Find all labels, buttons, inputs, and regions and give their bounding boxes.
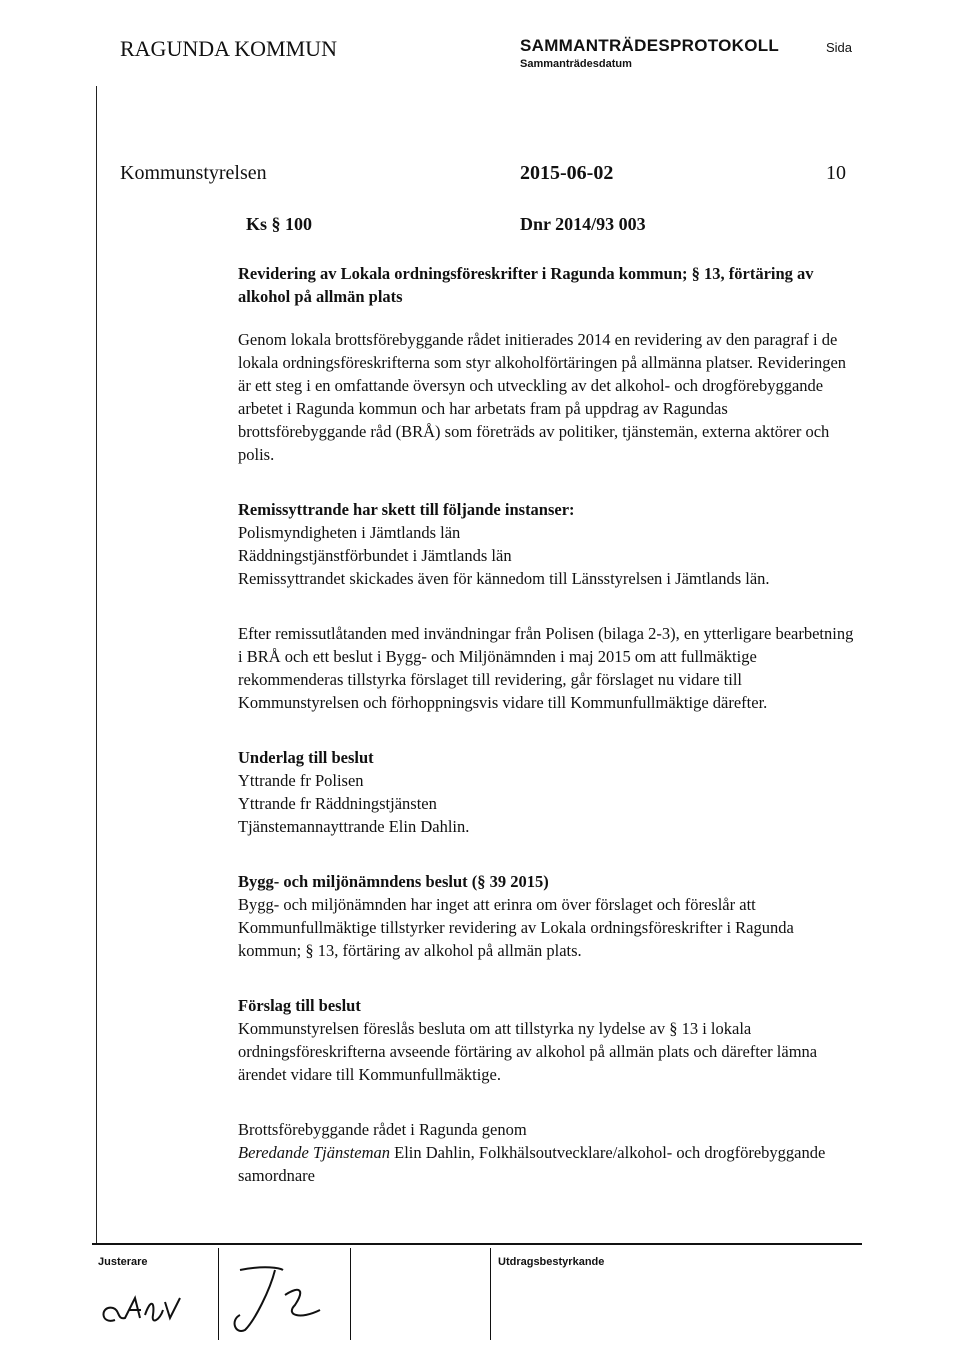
- margin-rule: [96, 86, 97, 1243]
- page-label: Sida: [826, 40, 853, 55]
- forslag-text: Kommunstyrelsen föreslås besluta om att tillstyrka ny lydelse av § 13 i lokala ordningsföreskrifterna avseende förtäring av alkohol på allmän plats och därefter lämna ärendet vidare till Kommunfullmäktige.: [238, 1019, 818, 1084]
- underlag-line: Yttrande fr Polisen: [238, 771, 364, 790]
- signature-role: Beredande Tjänsteman: [238, 1143, 390, 1162]
- remiss-line: Polismyndigheten i Jämtlands län: [238, 523, 461, 542]
- after-remiss-paragraph: Efter remissutlåtanden med invändningar från Polisen (bilaga 2-3), en ytterligare bearbetning i BRÅ och ett beslut i Bygg- och Miljönämnden i maj 2015 om att fullmäktige rekommenderas tillstyrka förslaget till revidering, går förslaget nu vidare till Kommunstyrelsen och förhoppningsvis vidare till Kommunfullmäktige därefter.: [238, 624, 854, 712]
- bygg-text: Bygg- och miljönämnden har inget att erinra om över förslaget och föreslår att Kommunfullmäktige tillstyrker revidering av Lokala ordningsföreskrifter i Ragunda kommun; § 13, förtäring av alkohol på allmän plats.: [238, 895, 794, 960]
- signature-initials-1: [95, 1280, 205, 1340]
- committee-name: Kommunstyrelsen: [120, 162, 267, 184]
- remiss-line: Räddningstjänstförbundet i Jämtlands län: [238, 546, 512, 565]
- page-number: 10: [826, 162, 846, 184]
- underlag-section: [238, 746, 860, 838]
- forslag-heading: Förslag till beslut: [238, 996, 361, 1015]
- paragraph-reference: Ks § 100: [246, 214, 313, 234]
- justerare-label: Justerare: [98, 1256, 148, 1268]
- remiss-line: Remissyttrandet skickades även för kännedom till Länsstyrelsen i Jämtlands län.: [238, 569, 770, 588]
- remiss-section: [238, 498, 860, 590]
- remiss-heading: Remissyttrande har skett till följande instanser:: [238, 500, 575, 519]
- document-type: SAMMANTRÄDESPROTOKOLL: [520, 36, 780, 55]
- footer-rule: [92, 1243, 862, 1245]
- signature-initials-2: [225, 1260, 345, 1340]
- meeting-date-label: Sammanträdesdatum: [520, 58, 632, 70]
- footer-divider: [350, 1248, 351, 1340]
- underlag-heading: Underlag till beslut: [238, 748, 374, 767]
- underlag-line: Tjänstemannayttrande Elin Dahlin.: [238, 817, 470, 836]
- signature-name: Elin Dahlin, Folkhälsoutvecklare/alkohol- och drogförebyggande samordnare: [238, 1143, 826, 1185]
- footer-divider: [490, 1248, 491, 1340]
- footer-divider: [218, 1248, 219, 1340]
- signature-line-1: Brottsförebyggande rådet i Ragunda genom: [238, 1120, 527, 1139]
- bygg-section: [238, 870, 860, 962]
- document-body: [238, 262, 860, 1187]
- forslag-section: [238, 994, 860, 1086]
- organization-name: RAGUNDA KOMMUN: [120, 36, 337, 61]
- utdrag-label: Utdragsbestyrkande: [498, 1256, 605, 1268]
- signature-line-2: [238, 1141, 860, 1187]
- document-title: Revidering av Lokala ordningsföreskrifter i Ragunda kommun; § 13, förtäring av alkohol på allmän plats: [238, 264, 814, 306]
- intro-paragraph: Genom lokala brottsförebyggande rådet initierades 2014 en revidering av den paragraf i de lokala ordningsföreskrifterna som styr alkoholförtäringen på allmänna platser. Revideringen är ett steg i en omfattande översyn och utveckling av det alkohol- och drogförebyggande arbetet i Ragunda kommun och har arbetats fram på uppdrag av Ragundas brottsförebyggande råd (BRÅ) som företräds av politiker, tjänstemän, externa aktörer och polis.: [238, 330, 847, 464]
- diary-number: Dnr 2014/93 003: [520, 214, 646, 234]
- signature-text-block: [238, 1118, 860, 1187]
- underlag-line: Yttrande fr Räddningstjänsten: [238, 794, 437, 813]
- meeting-date: 2015-06-02: [520, 162, 614, 184]
- bygg-heading: Bygg- och miljönämndens beslut (§ 39 2015): [238, 872, 549, 891]
